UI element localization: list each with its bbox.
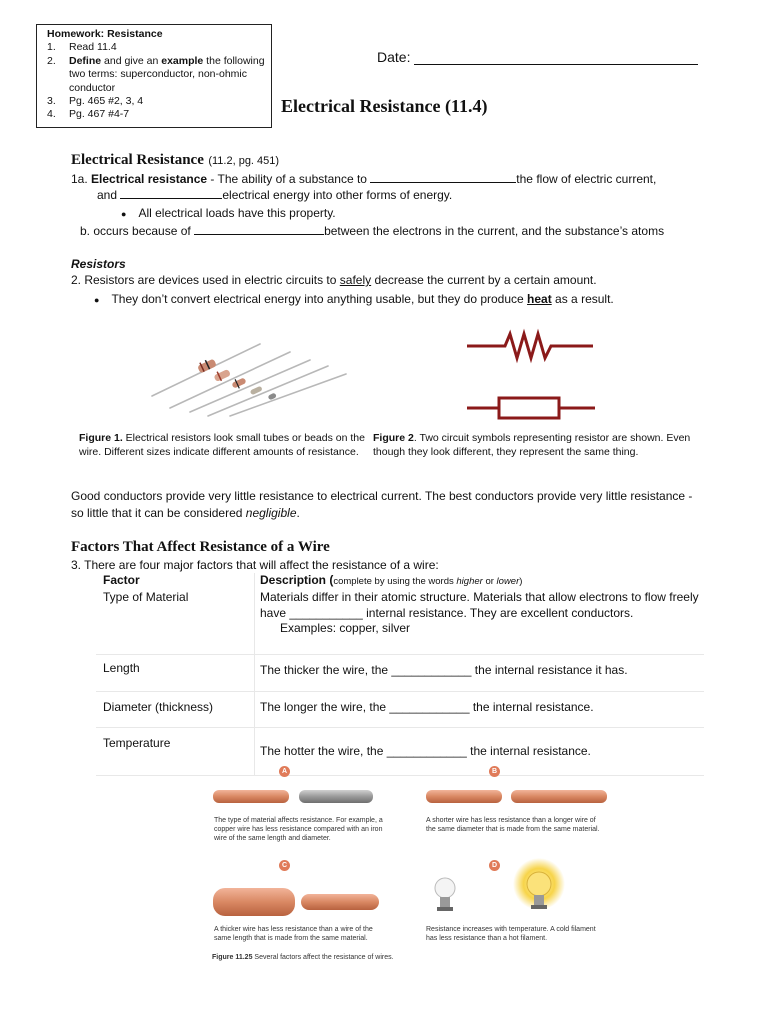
homework-title: Homework: Resistance xyxy=(47,28,163,40)
factor-cell: Diameter (thickness) xyxy=(96,691,255,727)
bullet-loads: ● All electrical loads have this property. xyxy=(121,206,336,220)
short-wire xyxy=(426,790,502,803)
date-label: Date: xyxy=(377,49,411,65)
thick-wire xyxy=(213,888,295,916)
question-2: 2. Resistors are devices used in electric circuits to safely decrease the current by a certain amount. xyxy=(71,273,597,287)
factor-cell: Type of Material xyxy=(96,589,255,654)
blank-1a-1[interactable] xyxy=(370,170,516,183)
page-title: Electrical Resistance (11.4) xyxy=(281,96,488,116)
figure-11-25-caption: Figure 11.25 Several factors affect the resistance of wires. xyxy=(212,954,394,961)
hot-bulb-icon xyxy=(513,858,565,910)
factors-table xyxy=(96,573,704,776)
table-row xyxy=(96,727,704,775)
question-1a: 1a. Electrical resistance - The ability of a substance to the flow of electric current, xyxy=(71,172,657,186)
figure-1-caption: Figure 1. Electrical resistors look small tubes or beads on the wire. Different sizes indicate different amounts of resistance. xyxy=(79,432,365,458)
col-factor-header: Factor xyxy=(96,573,255,589)
wire-illustrations xyxy=(205,780,625,920)
resistors-heading: Resistors xyxy=(71,257,126,271)
figure-c-label: A thicker wire has less resistance than a wire of the same length that is made from the same material. xyxy=(214,926,373,942)
zigzag-resistor-symbol xyxy=(467,334,593,358)
col-description-header: Description (complete by using the words higher or lower) xyxy=(260,573,523,587)
resistor-bead xyxy=(197,359,217,374)
box-resistor-symbol xyxy=(499,398,559,418)
homework-box xyxy=(36,24,272,128)
date-field[interactable] xyxy=(377,49,698,65)
factor-cell: Length xyxy=(96,654,255,691)
description-cell[interactable]: The thicker the wire, the ____________ the internal resistance it has. xyxy=(255,654,705,691)
homework-item: 4. Pg. 467 #4-7 xyxy=(47,108,130,121)
badge-b: B xyxy=(489,766,500,777)
table-row xyxy=(96,654,704,691)
question-1b: b. occurs because of between the electrons in the current, and the substance’s atoms xyxy=(80,224,665,238)
figure-b-label: A shorter wire has less resistance than a longer wire of the same diameter that is made from the same material. xyxy=(426,817,600,833)
blank-1a-2[interactable] xyxy=(120,186,222,199)
section-electrical-resistance xyxy=(71,151,279,169)
thin-wire xyxy=(301,894,379,910)
question-3: 3. There are four major factors that will affect the resistance of a wire: xyxy=(71,558,439,572)
resistor-symbols xyxy=(465,328,597,424)
table-header-row xyxy=(96,573,704,589)
factors-heading: Factors That Affect Resistance of a Wire xyxy=(71,539,330,555)
table-row xyxy=(96,691,704,727)
question-1a-line2: and electrical energy into other forms of energy. xyxy=(97,188,453,202)
description-cell[interactable]: The hotter the wire, the ____________ the internal resistance. xyxy=(255,727,705,775)
badge-c: C xyxy=(279,860,290,871)
description-cell[interactable]: The longer the wire, the ____________ the internal resistance. xyxy=(255,691,705,727)
figure-d-label: Resistance increases with temperature. A cold filament has less resistance than a hot filament. xyxy=(426,926,596,942)
badge-a: A xyxy=(279,766,290,777)
resistors-photo xyxy=(150,330,350,420)
section-ref: (11.2, pg. 451) xyxy=(208,155,280,167)
homework-item: 1. Read 11.4 xyxy=(47,41,117,54)
badge-d: D xyxy=(489,860,500,871)
homework-item: 2. Define and give an example the following two terms: superconductor, non-ohmic conductor xyxy=(47,54,265,94)
iron-wire xyxy=(299,790,373,803)
long-wire xyxy=(511,790,607,803)
factor-cell: Temperature xyxy=(96,727,255,775)
conductors-paragraph: Good conductors provide very little resistance to electrical current. The best conductors provide very little resistance - so little that it can be considered negligible. xyxy=(71,489,693,520)
section-heading: Electrical Resistance xyxy=(71,152,204,168)
bullet-heat: ● They don’t convert electrical energy into anything usable, but they do produce heat as a result. xyxy=(94,292,614,306)
copper-wire xyxy=(213,790,289,803)
figure-2-caption: Figure 2. Two circuit symbols representing resistor are shown. Even though they look different, they represent the same thing. xyxy=(373,432,691,458)
description-cell[interactable]: Materials differ in their atomic structure. Materials that allow electrons to flow freely have ___________ internal resistance. They are excellent conductors. Examples: copper, silver xyxy=(255,589,705,654)
table-row xyxy=(96,589,704,654)
homework-item: 3. Pg. 465 #2, 3, 4 xyxy=(47,95,144,108)
cold-bulb-icon xyxy=(435,878,455,911)
blank-1b[interactable] xyxy=(194,222,324,235)
date-blank[interactable] xyxy=(414,52,698,65)
figure-a-label: The type of material affects resistance. For example, a copper wire has less resistance compared with an iron wire of the same length and diameter. xyxy=(214,817,383,842)
